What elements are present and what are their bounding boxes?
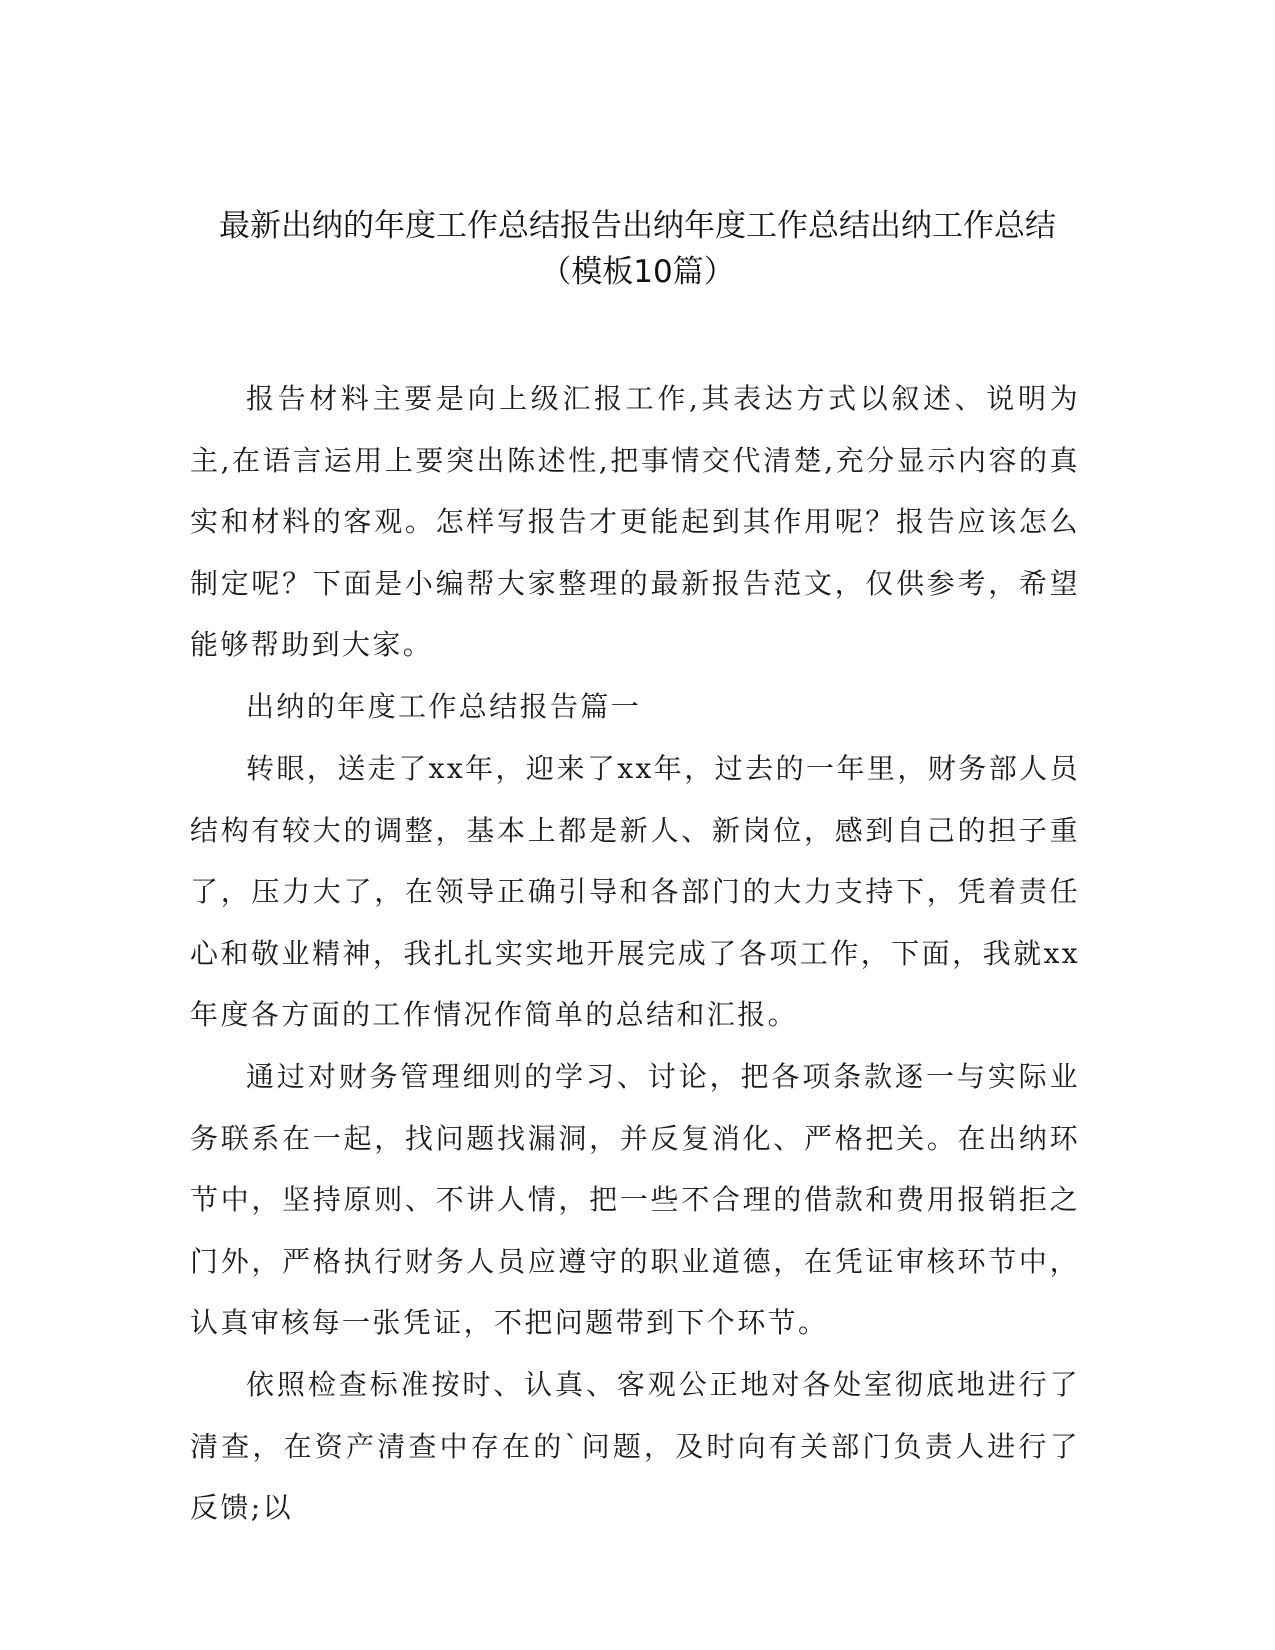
title-line-1: 最新出纳的年度工作总结报告出纳年度工作总结出纳工作总结 <box>219 208 1056 244</box>
title-line-2: （模板10篇） <box>540 254 735 290</box>
intro-paragraph: 报告材料主要是向上级汇报工作,其表达方式以叙述、说明为主,在语言运用上要突出陈述性,把事情交代清楚,充分显示内容的真实和材料的客观。怎样写报告才更能起到其作用呢？报告应该怎么制定呢？下面是小编帮大家整理的最新报告范文，仅供参考，希望能够帮助到大家。 <box>190 382 1080 662</box>
document-title <box>170 203 1105 295</box>
body-paragraph: 依照检查标准按时、认真、客观公正地对各处室彻底地进行了清查，在资产清查中存在的`问题，及时向有关部门负责人进行了反馈;以 <box>190 1367 1080 1525</box>
body-paragraph: 通过对财务管理细则的学习、讨论，把各项条款逐一与实际业务联系在一起，找问题找漏洞，并反复消化、严格把关。在出纳环节中，坚持原则、不讲人情，把一些不合理的借款和费用报销拒之门外，严格执行财务人员应遵守的职业道德，在凭证审核环节中，认真审核每一张凭证，不把问题带到下个环节。 <box>190 1059 1080 1340</box>
body-paragraph: 转眼，送走了xx年，迎来了xx年，过去的一年里，财务部人员结构有较大的调整，基本上都是新人、新岗位，感到自己的担子重了，压力大了，在领导正确引导和各部门的大力支持下，凭着责任心和敬业精神，我扎扎实实地开展完成了各项工作，下面，我就xx年度各方面的工作情况作简单的总结和汇报。 <box>190 751 1080 1032</box>
section-heading: 出纳的年度工作总结报告篇一 <box>246 689 642 723</box>
document-body <box>190 368 1080 1539</box>
